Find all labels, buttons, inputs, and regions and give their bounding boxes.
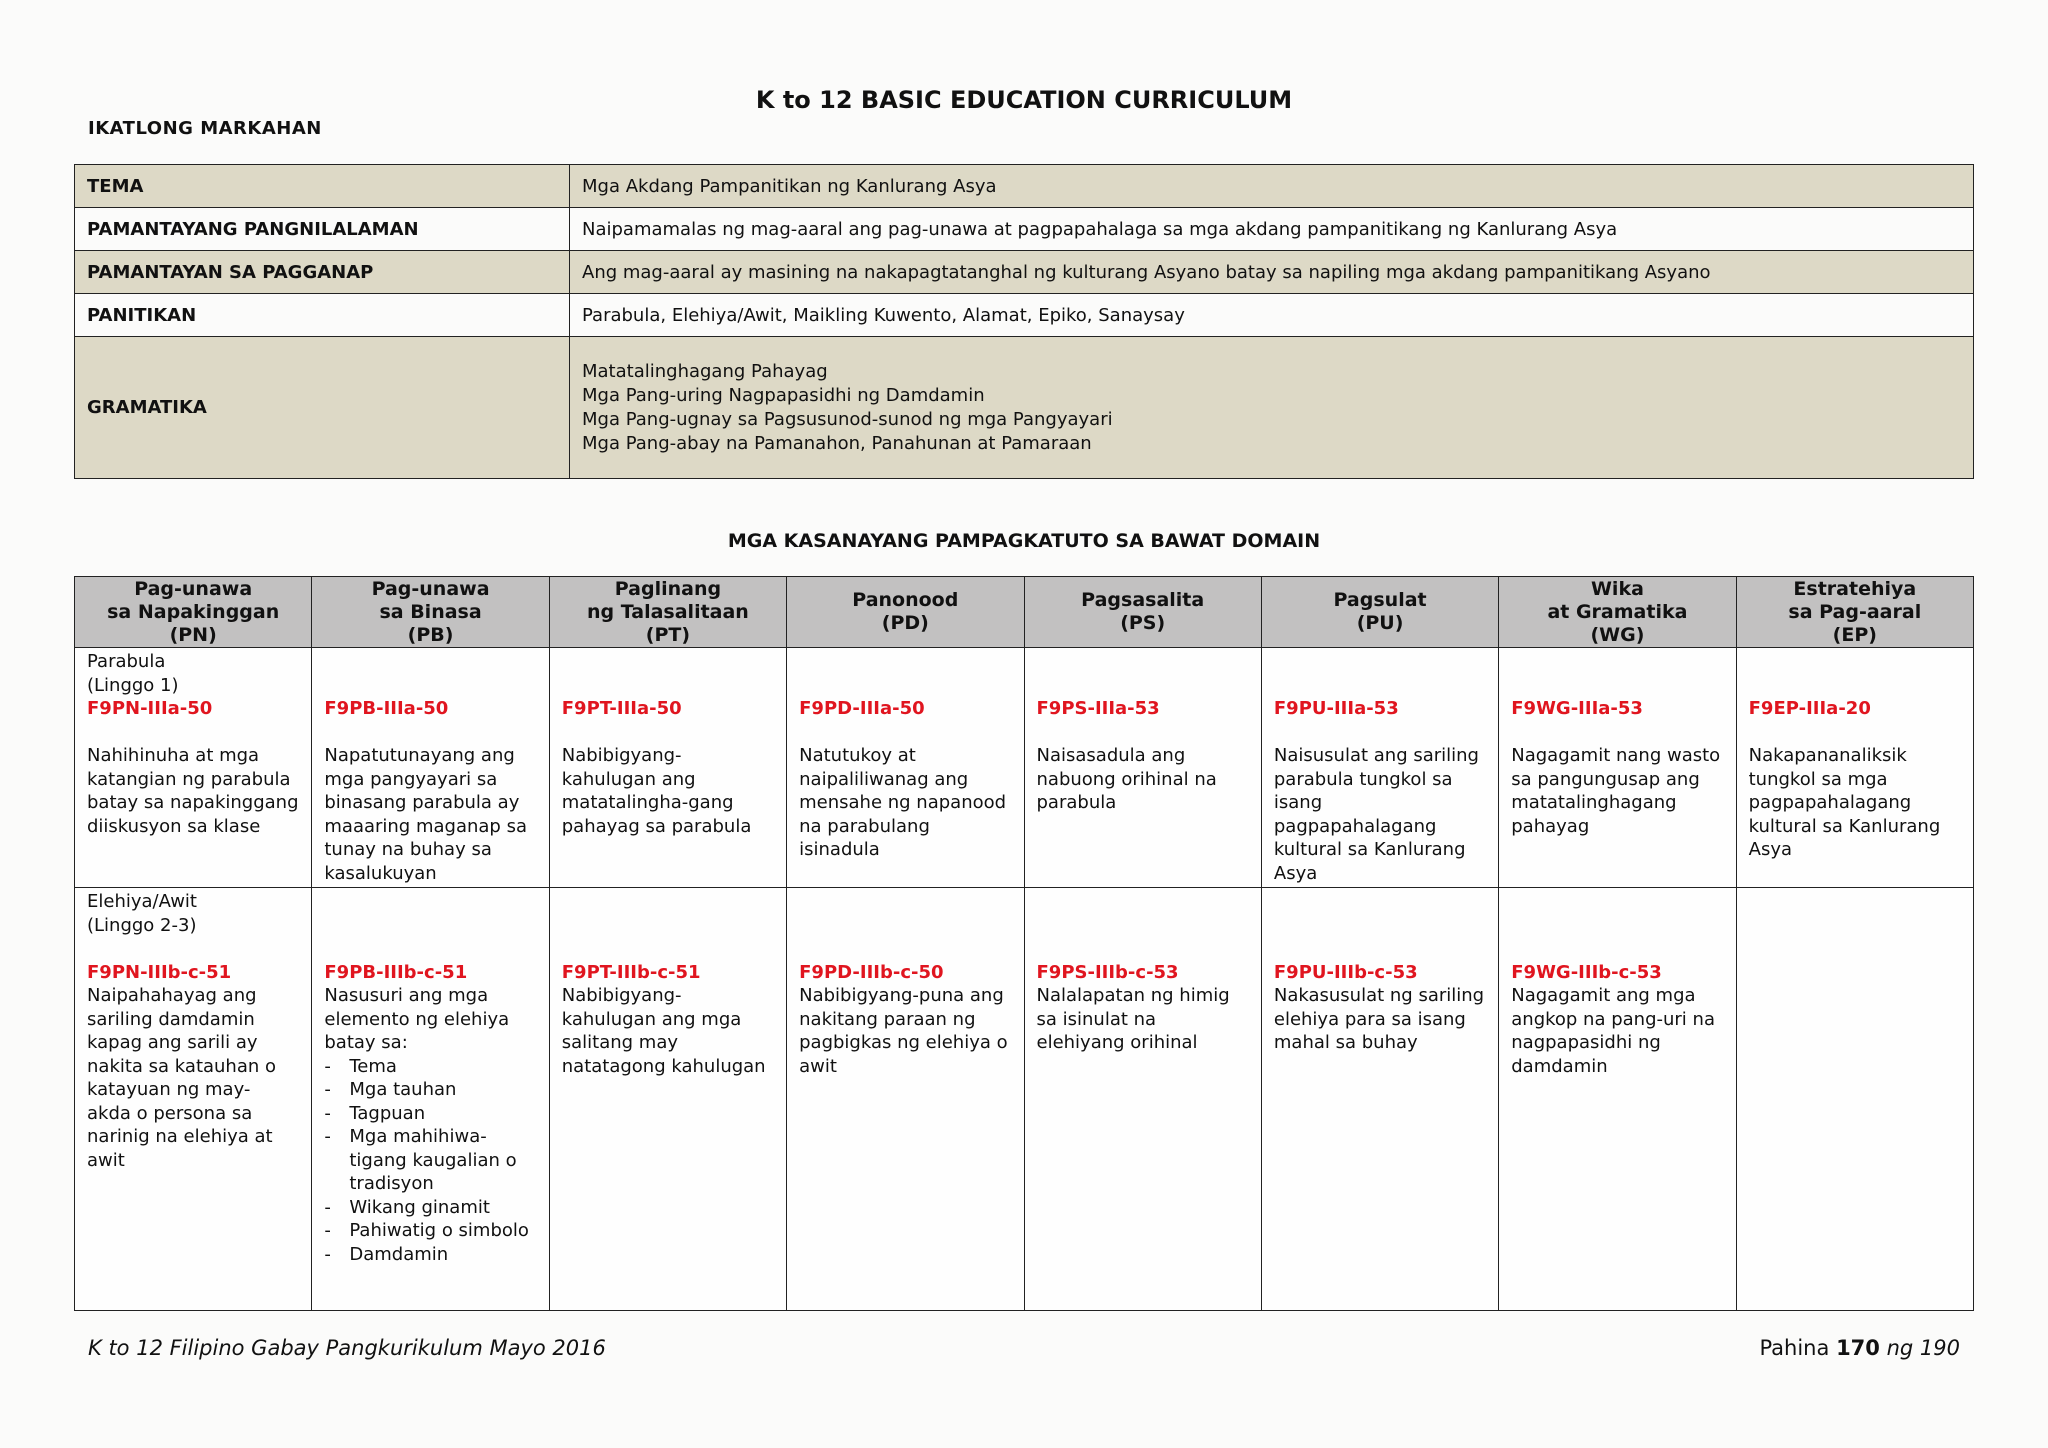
section-heading: MGA KASANAYANG PAMPAGKATUTO SA BAWAT DOMAIN xyxy=(727,530,1321,552)
competency-text: Nagagamit nang wasto sa pangungusap ang matatalinghagang pahayag xyxy=(1511,745,1721,837)
competency-code: F9PD-IIIa-50 xyxy=(799,698,925,719)
pangnilalaman-value: Naipamamalas ng mag-aaral ang pag-unawa at pagpapahalaga sa mga akdang pampanitikang ng Kanlurang Asya xyxy=(570,208,1974,251)
unit-title: Parabula xyxy=(87,651,166,672)
list-item: - Damdamin xyxy=(324,1243,536,1267)
competency-text: Nahihinuha at mga katangian ng parabula batay sa napakinggang diiskusyon sa klase xyxy=(87,745,299,837)
column-header-pd: Panonood (PD) xyxy=(787,577,1024,648)
element-list xyxy=(324,1055,536,1267)
competency-text: Napatutunayang ang mga pangyayari sa binasang parabula ay maaaring maganap sa tunay na buhay sa kasalukuyan xyxy=(324,745,527,884)
competency-text: Naisusulat ang sariling parabula tungkol sa isang pagpapahalagang kultural sa Kanlurang Asya xyxy=(1273,745,1479,884)
pagganap-row xyxy=(75,251,1974,294)
competency-text: Nabibigyang- kahulugan ang mga salitang may natatagong kahulugan xyxy=(561,985,766,1077)
column-header-pt: Paglinang ng Talasalitaan (PT) xyxy=(549,577,786,648)
table-row-elehiya xyxy=(75,888,1974,1311)
table-cell xyxy=(1024,648,1261,888)
table-cell xyxy=(1736,648,1973,888)
competency-code: F9PB-IIIa-50 xyxy=(324,698,449,719)
page-prefix: Pahina xyxy=(1759,1336,1830,1360)
competency-code: F9PS-IIIb-c-53 xyxy=(1036,961,1179,983)
competency-text: Natutukoy at naipaliliwanag ang mensahe ng napanood na parabulang isinadula xyxy=(799,745,1007,860)
list-item: - Tagpuan xyxy=(324,1102,536,1126)
tema-row xyxy=(75,165,1974,208)
pagganap-value: Ang mag-aaral ay masining na nakapagtatanghal ng kulturang Asyano batay sa napiling mga akdang pampanitikang Asyano xyxy=(570,251,1974,294)
column-header-ep: Estratehiya sa Pag-aaral (EP) xyxy=(1736,577,1973,648)
page-title: K to 12 BASIC EDUCATION CURRICULUM xyxy=(755,86,1293,114)
gramatika-row xyxy=(75,337,1974,479)
table-cell xyxy=(1261,648,1498,888)
competency-text: Nakapananaliksik tungkol sa mga pagpapahalagang kultural sa Kanlurang Asya xyxy=(1748,745,1941,860)
competency-text: Nalalapatan ng himig sa isinulat na elehiyang orihinal xyxy=(1036,985,1230,1053)
list-item: - Wikang ginamit xyxy=(324,1196,536,1220)
gramatika-label: GRAMATIKA xyxy=(75,337,570,479)
table-cell xyxy=(312,888,549,1311)
competency-code: F9EP-IIIa-20 xyxy=(1748,698,1871,719)
competency-text: Naipahahayag ang sariling damdamin kapag ang sarili ay nakita sa katauhan o katayuan ng may- akda o persona sa narinig na elehiya at awit xyxy=(87,985,277,1171)
competency-code: F9PU-IIIb-c-53 xyxy=(1273,961,1418,983)
footer-guide-title: K to 12 Filipino Gabay Pangkurikulum Mayo 2016 xyxy=(88,1336,606,1360)
competency-code: F9WG-IIIb-c-53 xyxy=(1511,961,1662,983)
column-header-pb: Pag-unawa sa Binasa (PB) xyxy=(312,577,549,648)
panitikan-value: Parabula, Elehiya/Awit, Maikling Kuwento, Alamat, Epiko, Sanaysay xyxy=(570,294,1974,337)
competency-code: F9PS-IIIa-53 xyxy=(1036,698,1160,719)
panitikan-label: PANITIKAN xyxy=(75,294,570,337)
competency-code: F9PT-IIIa-50 xyxy=(561,698,682,719)
table-cell xyxy=(1261,888,1498,1311)
table-cell xyxy=(549,648,786,888)
table-cell xyxy=(1024,888,1261,1311)
page-current: 170 xyxy=(1836,1336,1880,1360)
table-cell xyxy=(75,888,312,1311)
footer-page-number xyxy=(1759,1336,1960,1360)
competency-code: F9PT-IIIb-c-51 xyxy=(561,961,701,983)
gramatika-line: Mga Pang-ugnay sa Pagsusunod-sunod ng mga Pangyayari xyxy=(582,408,1113,430)
competency-code: F9PN-IIIa-50 xyxy=(87,698,213,719)
standards-table xyxy=(74,164,1974,479)
list-item: - Mga tauhan xyxy=(324,1078,536,1102)
pagganap-label: PAMANTAYAN SA PAGGANAP xyxy=(75,251,570,294)
column-header-ps: Pagsasalita (PS) xyxy=(1024,577,1261,648)
table-cell xyxy=(787,888,1024,1311)
unit-week: (Linggo 1) xyxy=(87,674,179,696)
table-cell xyxy=(312,648,549,888)
column-header-wg: Wika at Gramatika (WG) xyxy=(1499,577,1736,648)
gramatika-line: Mga Pang-abay na Pamanahon, Panahunan at Pamaraan xyxy=(582,432,1092,454)
table-header-row xyxy=(75,577,1974,648)
table-cell xyxy=(1499,888,1736,1311)
tema-value: Mga Akdang Pampanitikan ng Kanlurang Asya xyxy=(570,165,1974,208)
table-cell xyxy=(549,888,786,1311)
column-header-pu: Pagsulat (PU) xyxy=(1261,577,1498,648)
competency-text: Nakasusulat ng sariling elehiya para sa isang mahal sa buhay xyxy=(1273,985,1485,1053)
list-item: - Tema xyxy=(324,1055,536,1079)
competency-text: Nabibigyang-puna ang nakitang paraan ng pagbigkas ng elehiya o awit xyxy=(799,985,1008,1077)
table-cell xyxy=(75,648,312,888)
table-cell-empty xyxy=(1736,888,1973,1311)
pangnilalaman-row xyxy=(75,208,1974,251)
competency-text: Nagagamit ang mga angkop na pang-uri na nagpapasidhi ng damdamin xyxy=(1511,985,1715,1077)
competency-code: F9PB-IIIb-c-51 xyxy=(324,961,468,983)
competency-code: F9PN-IIIb-c-51 xyxy=(87,961,232,983)
gramatika-value xyxy=(570,337,1974,479)
competency-text: Nabibigyang-kahulugan ang matatalingha-gang pahayag sa parabula xyxy=(561,745,752,837)
gramatika-line: Mga Pang-uring Nagpapasidhi ng Damdamin xyxy=(582,384,985,406)
unit-week: (Linggo 2-3) xyxy=(87,914,197,936)
competency-text: Naisasadula ang nabuong orihinal na parabula xyxy=(1036,745,1217,813)
competencies-table xyxy=(74,576,1974,1311)
table-cell xyxy=(787,648,1024,888)
table-cell xyxy=(1499,648,1736,888)
competency-code: F9WG-IIIa-53 xyxy=(1511,698,1643,719)
competency-text: Nasusuri ang mga elemento ng elehiya batay sa: xyxy=(324,985,510,1053)
list-item: - Mga mahihiwa-tigang kaugalian o tradisyon xyxy=(324,1125,536,1196)
tema-label: TEMA xyxy=(75,165,570,208)
table-row-parabula xyxy=(75,648,1974,888)
competency-code: F9PU-IIIa-53 xyxy=(1273,698,1399,719)
pangnilalaman-label: PAMANTAYANG PANGNILALAMAN xyxy=(75,208,570,251)
quarter-label: IKATLONG MARKAHAN xyxy=(88,118,322,139)
page-total: ng 190 xyxy=(1886,1336,1960,1360)
unit-title: Elehiya/Awit xyxy=(87,891,197,912)
panitikan-row xyxy=(75,294,1974,337)
gramatika-line: Matatalinghagang Pahayag xyxy=(582,360,828,382)
competency-code: F9PD-IIIb-c-50 xyxy=(799,961,944,983)
column-header-pn: Pag-unawa sa Napakinggan (PN) xyxy=(75,577,312,648)
list-item: - Pahiwatig o simbolo xyxy=(324,1219,536,1243)
